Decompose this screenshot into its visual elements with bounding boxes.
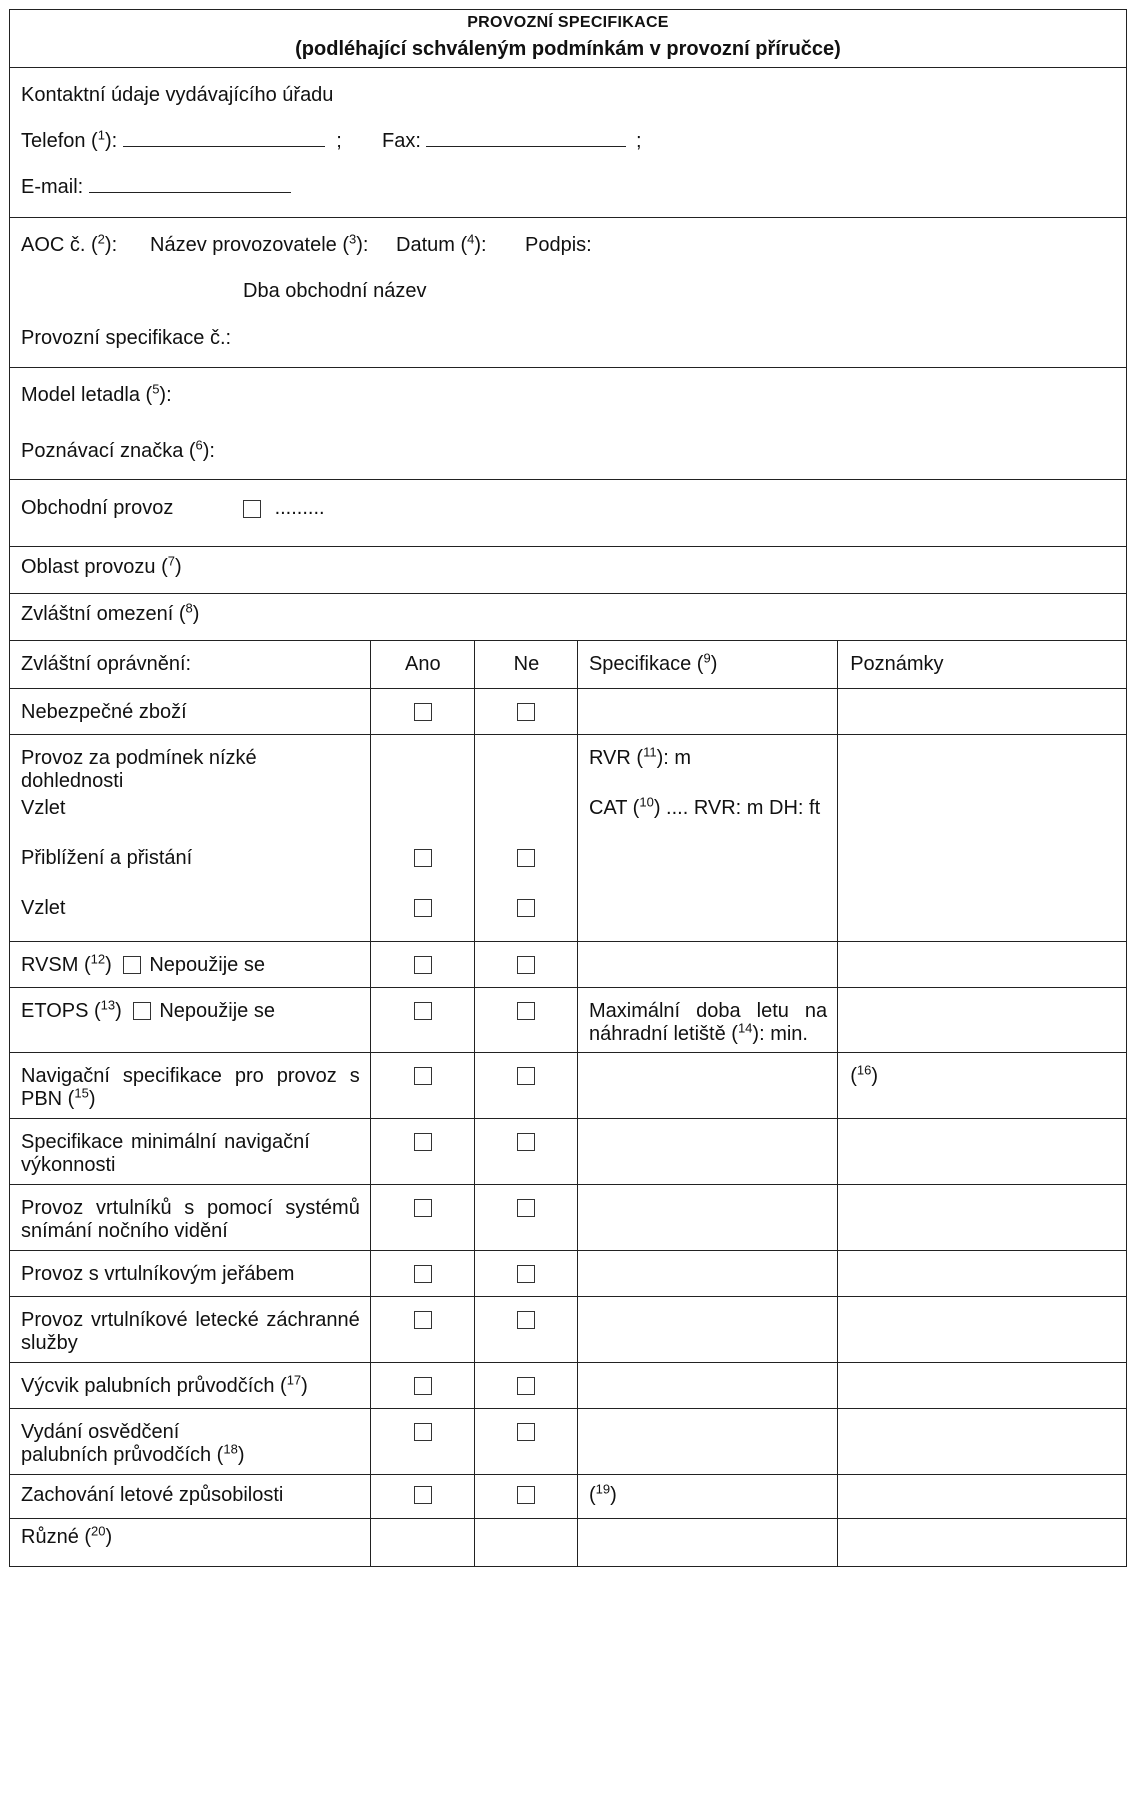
no-cell: [474, 1518, 577, 1566]
limitations-label-close: ): [192, 603, 200, 625]
aircraft-model-close: ):: [159, 384, 172, 406]
phone-semicolon: ;: [336, 130, 342, 152]
row-label-close: ): [301, 1374, 308, 1397]
form-subtitle: (podléhající schváleným podmínkám v provozní příručce): [295, 38, 841, 60]
footnote-ref: 1: [97, 127, 105, 143]
yes-header: Ano: [370, 641, 474, 688]
notes-cell: [838, 1474, 1126, 1518]
operator-name: [150, 231, 369, 257]
footnote-ref: 4: [467, 231, 475, 247]
row-label-close: ): [105, 1525, 113, 1548]
phone-label: Telefon (: [21, 130, 98, 152]
aircraft-model-label: Model letadla (: [21, 384, 153, 406]
spec-cell: [577, 688, 837, 734]
yes-checkbox[interactable]: [414, 1486, 432, 1504]
aircraft-section: [10, 368, 1126, 480]
commercial-row: [243, 497, 325, 520]
no-checkbox[interactable]: [517, 956, 535, 974]
yes-cell: [370, 1184, 474, 1250]
spec-cell: [577, 1052, 837, 1118]
spec-cell: [577, 1296, 837, 1362]
email-row: [21, 176, 291, 199]
row-label: Specifikace minimální navigační výkonnosti: [10, 1118, 370, 1184]
footnote-ref: 9: [703, 650, 711, 666]
row-label: Vydání osvědčení palubních průvodčích (: [21, 1420, 224, 1466]
spec-cell: [577, 941, 837, 987]
yes-cell: [370, 688, 474, 734]
no-checkbox[interactable]: [517, 1265, 535, 1283]
notes-cell: [838, 1184, 1126, 1250]
row-label-close: ): [88, 1087, 96, 1110]
no-cell: [474, 734, 577, 941]
form-header: [10, 10, 1126, 68]
row-label: Zachování letové způsobilosti: [10, 1474, 370, 1518]
spec-cell: [577, 734, 837, 941]
etops-spec: [577, 987, 837, 1052]
yes-cell: [370, 1362, 474, 1408]
phone-row: [21, 127, 342, 153]
notes-cell: [838, 1250, 1126, 1296]
limitations-section: [10, 594, 1126, 641]
spec-cell: [577, 1362, 837, 1408]
footnote-ref: 5: [152, 381, 160, 397]
no-checkbox[interactable]: [517, 1133, 535, 1151]
fax-label: Fax:: [382, 130, 421, 152]
notes-cell: [838, 734, 1126, 941]
row-label: ETOPS (: [21, 999, 101, 1022]
pbn-note-open: (: [850, 1064, 857, 1087]
yes-cell: [370, 1052, 474, 1118]
notes-header: Poznámky: [838, 641, 1126, 688]
email-field[interactable]: [89, 178, 291, 193]
yes-checkbox[interactable]: [414, 1199, 432, 1217]
footnote-ref: 17: [286, 1371, 302, 1387]
footnote-ref: 7: [167, 553, 175, 569]
no-cell: [474, 1474, 577, 1518]
not-applicable-checkbox[interactable]: [123, 956, 141, 974]
row-label-close: ): [105, 953, 112, 976]
notes-cell: [838, 1362, 1126, 1408]
rvr-spec: [588, 743, 827, 797]
cat-spec-b: ) .... RVR: m DH: ft: [653, 796, 821, 819]
row-label: Provoz vrtulníků s pomocí systémů snímání nočního vidění: [10, 1184, 370, 1250]
notes-cell: [838, 1118, 1126, 1184]
phone-field[interactable]: [123, 132, 325, 147]
row-label: Nebezpečné zboží: [10, 688, 370, 734]
row-label: Různé (: [21, 1525, 92, 1548]
table-row: [10, 1362, 1126, 1408]
row-label-cell: [10, 1518, 370, 1566]
yes-checkbox[interactable]: [414, 1002, 432, 1020]
notes-cell: [838, 688, 1126, 734]
yes-cell: [370, 1518, 474, 1566]
yes-checkbox[interactable]: [414, 703, 432, 721]
row-label: RVSM (: [21, 953, 91, 976]
rvsm-label-cell: [10, 941, 370, 987]
operations-specification-form: [9, 9, 1127, 1567]
footnote-ref: 20: [91, 1522, 106, 1538]
cam-spec-close: ): [610, 1483, 617, 1506]
cat-spec: [588, 793, 827, 835]
limitations-label-wrap: [21, 600, 200, 626]
footnote-ref: 2: [97, 231, 105, 247]
spec-cell: [577, 1518, 837, 1566]
no-cell: [474, 1296, 577, 1362]
yes-checkbox[interactable]: [414, 1133, 432, 1151]
yes-checkbox[interactable]: [414, 899, 432, 917]
area-section: [10, 547, 1126, 594]
etops-spec-a: Maximální doba letu na náhradní letiště (: [588, 999, 828, 1045]
table-row: [10, 1184, 1126, 1250]
table-row: [10, 1118, 1126, 1184]
footnote-ref: 6: [195, 437, 203, 453]
commercial-section: [10, 480, 1126, 547]
no-checkbox[interactable]: [517, 1423, 535, 1441]
table-row-etops: [10, 987, 1126, 1052]
aoc-label: AOC č. (: [21, 234, 98, 256]
date-label-close: ):: [474, 234, 487, 256]
table-row: [10, 1408, 1126, 1474]
notes-cell: [838, 1408, 1126, 1474]
notes-cell: [838, 1296, 1126, 1362]
yes-cell: [370, 1474, 474, 1518]
footnote-ref: 11: [643, 743, 657, 759]
footnote-ref: 18: [223, 1440, 238, 1456]
no-checkbox[interactable]: [517, 1486, 535, 1504]
spec-cell: [577, 1408, 837, 1474]
aoc-label-close: ):: [104, 234, 118, 256]
aoc-section: [10, 218, 1126, 368]
no-cell: [474, 1052, 577, 1118]
table-row-pbn: [10, 1052, 1126, 1118]
operator-label: Název provozovatele (: [150, 234, 349, 256]
commercial-dots: .........: [274, 497, 325, 519]
rvr-spec-a: RVR (: [588, 746, 644, 769]
yes-cell: [370, 941, 474, 987]
row-label-close: ): [115, 999, 122, 1022]
no-cell: [474, 1362, 577, 1408]
pbn-note: [838, 1052, 1126, 1118]
date-label: Datum (: [396, 234, 468, 256]
table-row: [10, 688, 1126, 734]
row-label: Vzlet: [21, 896, 66, 919]
spec-cell: [577, 1250, 837, 1296]
notes-cell: [838, 987, 1126, 1052]
approvals-header: Zvláštní oprávnění:: [10, 641, 370, 688]
table-row: [10, 1518, 1126, 1566]
contact-heading: Kontaktní údaje vydávajícího úřadu: [21, 84, 334, 106]
registration: [21, 437, 215, 463]
footnote-ref: 19: [595, 1480, 611, 1496]
footnote-ref: 12: [90, 950, 106, 966]
etops-label-cell: [10, 987, 370, 1052]
limitations-label: Zvláštní omezení (: [21, 603, 186, 625]
yes-checkbox[interactable]: [414, 1377, 432, 1395]
spec-number-label: Provozní specifikace č.:: [21, 327, 232, 349]
no-cell: [474, 688, 577, 734]
commercial-checkbox[interactable]: [243, 500, 261, 518]
pbn-note-close: ): [871, 1064, 878, 1087]
fax-semicolon: ;: [636, 130, 642, 152]
not-applicable-checkbox[interactable]: [133, 1002, 151, 1020]
row-label: Provoz s vrtulníkovým jeřábem: [10, 1250, 370, 1296]
notes-cell: [838, 1518, 1126, 1566]
area-label: Oblast provozu (: [21, 556, 168, 578]
no-checkbox[interactable]: [517, 1199, 535, 1217]
table-row: [10, 1250, 1126, 1296]
no-cell: [474, 1250, 577, 1296]
row-label: Vzlet: [21, 796, 66, 819]
yes-cell: [370, 1296, 474, 1362]
no-checkbox[interactable]: [517, 1377, 535, 1395]
no-checkbox[interactable]: [517, 1311, 535, 1329]
yes-checkbox[interactable]: [414, 849, 432, 867]
row-label: Navigační specifikace pro provoz s PBN (: [21, 1064, 360, 1110]
registration-label: Poznávací značka (: [21, 440, 196, 462]
pbn-label-cell: [10, 1052, 370, 1118]
fax-field[interactable]: [426, 132, 626, 147]
form-title: PROVOZNÍ SPECIFIKACE: [467, 14, 669, 31]
table-row: [10, 1474, 1126, 1518]
row-label: Výcvik palubních průvodčích (: [21, 1374, 287, 1397]
yes-checkbox[interactable]: [414, 1265, 432, 1283]
table-row-rvsm: [10, 941, 1126, 987]
table-row-low-visibility: [10, 734, 1126, 941]
table-row: [10, 1296, 1126, 1362]
no-cell: [474, 1408, 577, 1474]
email-label: E-mail:: [21, 176, 84, 198]
no-checkbox[interactable]: [517, 849, 535, 867]
yes-cell: [370, 1118, 474, 1184]
no-cell: [474, 987, 577, 1052]
no-cell: [474, 941, 577, 987]
yes-checkbox[interactable]: [414, 1423, 432, 1441]
area-label-close: ): [174, 556, 182, 578]
dba-label: Dba obchodní název: [243, 280, 427, 302]
no-checkbox[interactable]: [517, 1067, 535, 1085]
no-checkbox[interactable]: [517, 703, 535, 721]
cam-spec: [577, 1474, 837, 1518]
rvr-spec-b: ): m: [656, 746, 691, 769]
no-header: Ne: [474, 641, 577, 688]
yes-checkbox[interactable]: [414, 956, 432, 974]
yes-checkbox[interactable]: [414, 1311, 432, 1329]
footnote-ref: 15: [74, 1084, 89, 1100]
spec-header-label: Specifikace (: [588, 653, 704, 675]
row-label-cell: [10, 1408, 370, 1474]
row-label: Provoz za podmínek nízké dohlednosti: [21, 746, 257, 792]
spec-cell: [577, 1118, 837, 1184]
footnote-ref: 10: [639, 793, 654, 809]
footnote-ref: 14: [737, 1019, 753, 1035]
row-label: Provoz vrtulníkové letecké záchranné služby: [10, 1296, 370, 1362]
row-label-cell: [10, 1362, 370, 1408]
contact-section: [10, 68, 1126, 218]
yes-cell: [370, 987, 474, 1052]
spec-header-close: ): [710, 653, 718, 675]
row-label: Přiblížení a přistání: [21, 846, 193, 869]
fax-row: [382, 130, 642, 153]
table-header-row: [10, 641, 1126, 688]
low-visibility-labels: [10, 734, 370, 941]
no-checkbox[interactable]: [517, 1002, 535, 1020]
spec-header: [577, 641, 837, 688]
yes-cell: [370, 1250, 474, 1296]
aircraft-model: [21, 381, 172, 407]
yes-checkbox[interactable]: [414, 1067, 432, 1085]
footnote-ref: 3: [348, 231, 357, 247]
aoc-number: [21, 231, 118, 257]
registration-close: ):: [202, 440, 215, 462]
no-cell: [474, 1118, 577, 1184]
row-label-close: ): [237, 1443, 245, 1466]
operator-label-close: ):: [356, 234, 369, 256]
signature-label: Podpis:: [525, 234, 592, 256]
area-label-wrap: [21, 553, 182, 579]
etops-spec-b: ): min.: [752, 1022, 808, 1045]
cat-spec-a: CAT (: [588, 796, 640, 819]
yes-cell: [370, 1408, 474, 1474]
phone-label-close: ):: [104, 130, 118, 152]
footnote-ref: 16: [856, 1061, 872, 1077]
footnote-ref: 13: [100, 996, 116, 1012]
not-applicable-label: Nepoužije se: [159, 999, 275, 1022]
notes-cell: [838, 941, 1126, 987]
cam-spec-open: (: [588, 1483, 596, 1506]
date: [396, 231, 487, 257]
footnote-ref: 8: [185, 600, 193, 616]
yes-cell: [370, 734, 474, 941]
spec-cell: [577, 1184, 837, 1250]
commercial-label: Obchodní provoz: [21, 497, 174, 519]
no-checkbox[interactable]: [517, 899, 535, 917]
not-applicable-label: Nepoužije se: [149, 953, 265, 976]
approvals-table: [10, 641, 1126, 1566]
no-cell: [474, 1184, 577, 1250]
